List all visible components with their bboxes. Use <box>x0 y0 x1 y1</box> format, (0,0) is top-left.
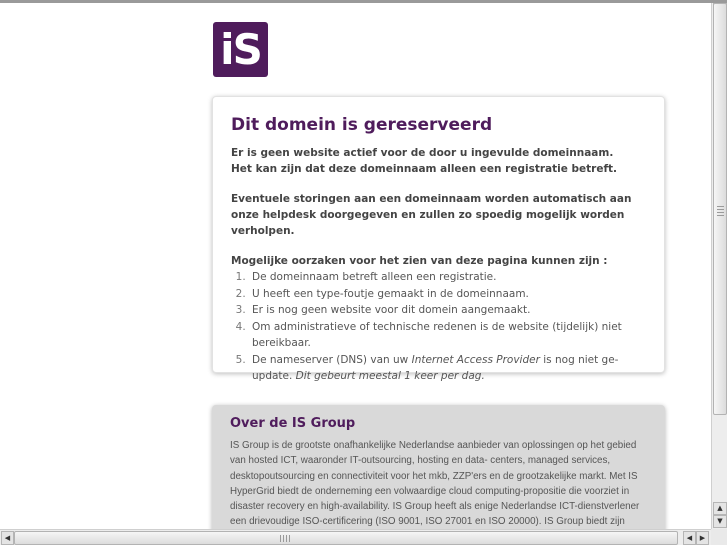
reserved-domain-card <box>212 96 665 382</box>
scroll-up-button-lower[interactable] <box>713 502 727 515</box>
page-viewport <box>0 3 711 529</box>
scroll-down-button[interactable] <box>713 515 727 528</box>
scroll-left-button-right[interactable] <box>683 531 696 545</box>
provider-emphasis: Internet Access Provider <box>411 353 540 366</box>
scroll-left-icon: ◀ <box>686 534 693 542</box>
cause5-text: De nameserver (DNS) van uw <box>252 353 412 366</box>
vertical-scrollbar[interactable] <box>711 3 727 529</box>
support-text: Eventuele storingen aan een domeinnaam worden automatisch aan onze helpdesk doorgegeven en zullen zo spoedig mogelijk worden verholpen. <box>231 193 632 237</box>
thumb-grip <box>289 535 290 542</box>
horizontal-scrollbar[interactable] <box>0 529 711 545</box>
logo-text: iS <box>220 25 261 74</box>
thumb-grip <box>283 535 284 542</box>
causes-list <box>231 269 646 385</box>
list-item: 4. Om administratieve of technische redenen is de website (tijdelijk) niet bereikbaar. <box>249 319 646 352</box>
update-note: Dit gebeurt meestal 1 keer per dag. <box>295 370 485 382</box>
thumb-grip <box>280 535 281 542</box>
intro-line-2: Het kan zijn dat deze domeinnaam alleen een registratie betreft. <box>231 163 618 175</box>
intro-line-1: Er is geen website actief voor de door u ingevulde domeinnaam. <box>231 147 614 159</box>
list-item: 2. U heeft een type-foutje gemaakt in de domeinnaam. <box>249 286 646 303</box>
scroll-left-button[interactable] <box>1 531 14 545</box>
causes-heading: Mogelijke oorzaken voor het zien van deze pagina kunnen zijn : <box>231 255 608 267</box>
about-section <box>212 405 665 529</box>
scroll-right-button[interactable] <box>696 531 709 545</box>
vertical-scroll-thumb[interactable] <box>713 3 727 415</box>
list-item <box>249 352 646 385</box>
scroll-down-icon: ▼ <box>717 517 723 525</box>
scroll-right-icon: ▶ <box>699 534 706 542</box>
about-text: IS Group is de grootste onafhankelijke Nederlandse aanbieder van oplossingen op het gebied van hosted ICT, waaronder IT-outsourcing, hosting en data- centers, managed services, desktopoutsourcing en connectiviteit voor het mkb, ZZP'ers en de grootzakelijke markt. Met IS HyperGrid biedt de onderneming een volwaardige cloud computing-propositie die voorziet in disaster recovery en high-availability. IS Group heeft als enige Nederlandse ICT-dienstverlener een drievoudige ISO-certificering (ISO 9001, ISO 27001 en ISO 20000). IS Group biedt zijn <box>230 440 640 528</box>
scroll-up-icon: ▲ <box>717 504 723 512</box>
intro-text <box>231 145 646 177</box>
scroll-left-icon: ◀ <box>4 534 11 542</box>
about-title: Over de IS Group <box>230 416 356 431</box>
horizontal-scroll-thumb[interactable] <box>14 531 678 545</box>
thumb-grip <box>717 206 724 207</box>
thumb-grip <box>717 215 724 216</box>
cause5-mid: is nog niet ge-update. <box>252 353 619 382</box>
thumb-grip <box>286 535 287 542</box>
is-group-logo <box>213 22 268 77</box>
thumb-grip <box>717 212 724 213</box>
list-item: 3. Er is nog geen website voor dit domein aangemaakt. <box>249 302 646 319</box>
page-title: Dit domein is gereserveerd <box>231 115 493 135</box>
thumb-grip <box>717 209 724 210</box>
scrollbar-corner <box>711 529 727 545</box>
list-item: 1. De domeinnaam betreft alleen een registratie. <box>249 269 646 286</box>
